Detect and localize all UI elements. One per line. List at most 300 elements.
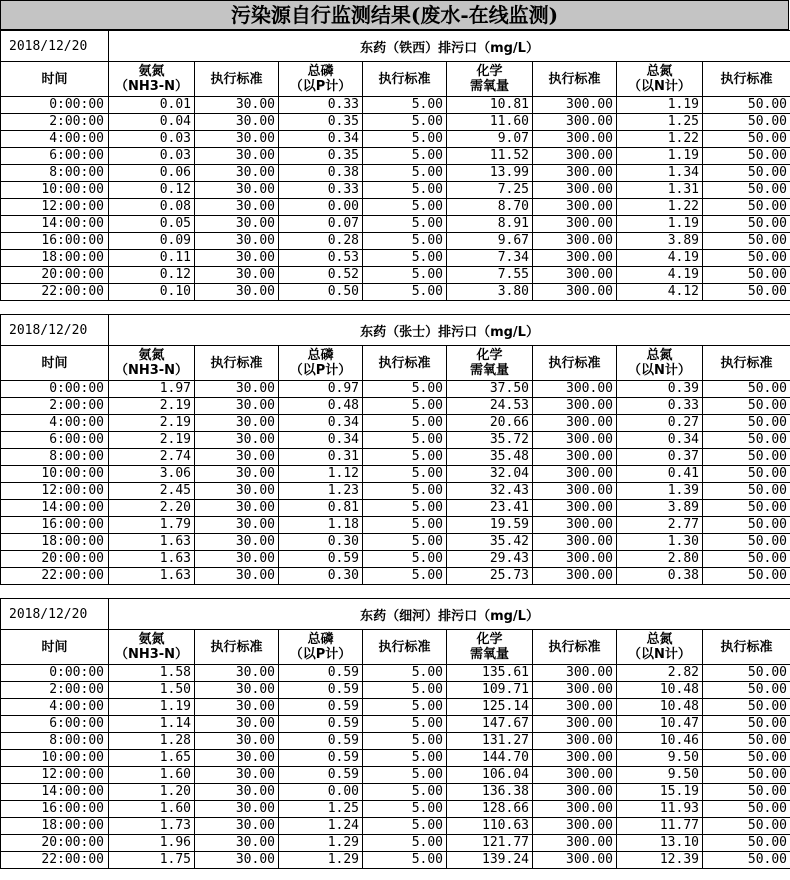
cell-phosphorus: 0.30 bbox=[279, 534, 363, 551]
cell-cod-std: 300.00 bbox=[533, 199, 617, 216]
table-row bbox=[1, 500, 790, 517]
cell-phosphorus-std: 5.00 bbox=[363, 551, 447, 568]
cell-phosphorus: 0.50 bbox=[279, 284, 363, 301]
table-row bbox=[1, 818, 790, 835]
header-cod: 化学 需氧量 bbox=[447, 62, 533, 97]
cell-phosphorus: 0.59 bbox=[279, 682, 363, 699]
cell-time: 18:00:00 bbox=[1, 534, 109, 551]
cell-ammonia: 1.79 bbox=[109, 517, 195, 534]
cell-cod: 7.34 bbox=[447, 250, 533, 267]
cell-phosphorus: 0.33 bbox=[279, 97, 363, 114]
header-row bbox=[1, 630, 790, 665]
header-ammonia: 氨氮 （NH3-N） bbox=[109, 346, 195, 381]
cell-phosphorus-std: 5.00 bbox=[363, 767, 447, 784]
cell-time: 6:00:00 bbox=[1, 148, 109, 165]
header-row bbox=[1, 346, 790, 381]
cell-cod: 35.48 bbox=[447, 449, 533, 466]
cell-ammonia: 0.09 bbox=[109, 233, 195, 250]
cell-cod-std: 300.00 bbox=[533, 500, 617, 517]
cell-nitrogen: 11.77 bbox=[617, 818, 703, 835]
cell-cod-std: 300.00 bbox=[533, 483, 617, 500]
cell-ammonia-std: 30.00 bbox=[195, 398, 279, 415]
cell-phosphorus: 1.25 bbox=[279, 801, 363, 818]
cell-ammonia-std: 30.00 bbox=[195, 699, 279, 716]
cell-ammonia: 0.11 bbox=[109, 250, 195, 267]
cell-ammonia-std: 30.00 bbox=[195, 534, 279, 551]
cell-ammonia: 1.97 bbox=[109, 381, 195, 398]
cell-nitrogen-std: 50.00 bbox=[703, 534, 790, 551]
outlet-name: 东药（铁西）排污口（mg/L） bbox=[109, 31, 790, 62]
cell-time: 18:00:00 bbox=[1, 250, 109, 267]
cell-cod-std: 300.00 bbox=[533, 250, 617, 267]
cell-cod: 37.50 bbox=[447, 381, 533, 398]
cell-cod: 11.52 bbox=[447, 148, 533, 165]
table-row bbox=[1, 517, 790, 534]
cell-time: 14:00:00 bbox=[1, 500, 109, 517]
table-row bbox=[1, 148, 790, 165]
table-row bbox=[1, 835, 790, 852]
cell-cod: 3.80 bbox=[447, 284, 533, 301]
block-date: 2018/12/20 bbox=[1, 315, 109, 346]
cell-time: 18:00:00 bbox=[1, 818, 109, 835]
cell-phosphorus: 0.59 bbox=[279, 750, 363, 767]
cell-nitrogen-std: 50.00 bbox=[703, 784, 790, 801]
cell-cod: 135.61 bbox=[447, 665, 533, 682]
cell-cod-std: 300.00 bbox=[533, 852, 617, 869]
cell-cod-std: 300.00 bbox=[533, 818, 617, 835]
cell-ammonia: 1.75 bbox=[109, 852, 195, 869]
cell-nitrogen: 3.89 bbox=[617, 500, 703, 517]
cell-nitrogen-std: 50.00 bbox=[703, 835, 790, 852]
cell-cod-std: 300.00 bbox=[533, 466, 617, 483]
cell-phosphorus: 0.52 bbox=[279, 267, 363, 284]
cell-phosphorus-std: 5.00 bbox=[363, 97, 447, 114]
monitoring-table bbox=[0, 30, 790, 301]
cell-cod: 25.73 bbox=[447, 568, 533, 585]
cell-ammonia-std: 30.00 bbox=[195, 483, 279, 500]
block-info-row bbox=[1, 315, 790, 346]
table-row bbox=[1, 415, 790, 432]
cell-cod: 29.43 bbox=[447, 551, 533, 568]
cell-ammonia: 0.06 bbox=[109, 165, 195, 182]
cell-nitrogen: 1.31 bbox=[617, 182, 703, 199]
cell-nitrogen: 3.89 bbox=[617, 233, 703, 250]
cell-nitrogen: 1.19 bbox=[617, 97, 703, 114]
cell-cod-std: 300.00 bbox=[533, 835, 617, 852]
cell-ammonia-std: 30.00 bbox=[195, 97, 279, 114]
cell-phosphorus-std: 5.00 bbox=[363, 665, 447, 682]
cell-time: 0:00:00 bbox=[1, 97, 109, 114]
cell-cod-std: 300.00 bbox=[533, 568, 617, 585]
cell-nitrogen-std: 50.00 bbox=[703, 199, 790, 216]
cell-cod-std: 300.00 bbox=[533, 415, 617, 432]
cell-ammonia: 0.03 bbox=[109, 148, 195, 165]
cell-time: 12:00:00 bbox=[1, 199, 109, 216]
cell-ammonia: 1.63 bbox=[109, 551, 195, 568]
cell-ammonia: 1.63 bbox=[109, 568, 195, 585]
cell-ammonia: 0.01 bbox=[109, 97, 195, 114]
cell-phosphorus-std: 5.00 bbox=[363, 250, 447, 267]
cell-nitrogen-std: 50.00 bbox=[703, 483, 790, 500]
cell-ammonia: 0.04 bbox=[109, 114, 195, 131]
header-nitrogen: 总氮 （以N计） bbox=[617, 346, 703, 381]
cell-time: 0:00:00 bbox=[1, 381, 109, 398]
cell-ammonia-std: 30.00 bbox=[195, 801, 279, 818]
cell-cod: 35.72 bbox=[447, 432, 533, 449]
cell-cod: 9.67 bbox=[447, 233, 533, 250]
outlet-name: 东药（张士）排污口（mg/L） bbox=[109, 315, 790, 346]
table-row bbox=[1, 665, 790, 682]
cell-cod-std: 300.00 bbox=[533, 131, 617, 148]
cell-time: 8:00:00 bbox=[1, 165, 109, 182]
cell-nitrogen-std: 50.00 bbox=[703, 699, 790, 716]
header-time: 时间 bbox=[1, 346, 109, 381]
cell-ammonia: 0.12 bbox=[109, 267, 195, 284]
cell-phosphorus-std: 5.00 bbox=[363, 733, 447, 750]
cell-ammonia: 0.05 bbox=[109, 216, 195, 233]
cell-nitrogen-std: 50.00 bbox=[703, 517, 790, 534]
cell-nitrogen-std: 50.00 bbox=[703, 466, 790, 483]
header-cod-std: 执行标准 bbox=[533, 62, 617, 97]
cell-phosphorus: 0.59 bbox=[279, 699, 363, 716]
cell-cod-std: 300.00 bbox=[533, 750, 617, 767]
cell-ammonia-std: 30.00 bbox=[195, 432, 279, 449]
cell-nitrogen-std: 50.00 bbox=[703, 267, 790, 284]
block-date: 2018/12/20 bbox=[1, 31, 109, 62]
table-row bbox=[1, 398, 790, 415]
cell-nitrogen: 0.33 bbox=[617, 398, 703, 415]
cell-ammonia: 1.14 bbox=[109, 716, 195, 733]
cell-cod: 10.81 bbox=[447, 97, 533, 114]
table-row bbox=[1, 534, 790, 551]
cell-phosphorus: 0.59 bbox=[279, 716, 363, 733]
cell-phosphorus: 1.29 bbox=[279, 852, 363, 869]
cell-ammonia-std: 30.00 bbox=[195, 284, 279, 301]
cell-ammonia: 1.73 bbox=[109, 818, 195, 835]
cell-nitrogen-std: 50.00 bbox=[703, 165, 790, 182]
cell-cod: 121.77 bbox=[447, 835, 533, 852]
header-ammonia-std: 执行标准 bbox=[195, 62, 279, 97]
table-row bbox=[1, 233, 790, 250]
cell-cod: 139.24 bbox=[447, 852, 533, 869]
cell-nitrogen: 1.22 bbox=[617, 199, 703, 216]
cell-cod: 106.04 bbox=[447, 767, 533, 784]
cell-time: 16:00:00 bbox=[1, 233, 109, 250]
header-time: 时间 bbox=[1, 62, 109, 97]
cell-nitrogen: 1.30 bbox=[617, 534, 703, 551]
cell-phosphorus-std: 5.00 bbox=[363, 114, 447, 131]
cell-nitrogen-std: 50.00 bbox=[703, 801, 790, 818]
cell-ammonia: 1.60 bbox=[109, 767, 195, 784]
cell-nitrogen: 10.46 bbox=[617, 733, 703, 750]
cell-ammonia-std: 30.00 bbox=[195, 682, 279, 699]
cell-time: 20:00:00 bbox=[1, 551, 109, 568]
cell-phosphorus-std: 5.00 bbox=[363, 381, 447, 398]
table-row bbox=[1, 682, 790, 699]
header-cod: 化学 需氧量 bbox=[447, 630, 533, 665]
cell-phosphorus-std: 5.00 bbox=[363, 500, 447, 517]
cell-nitrogen-std: 50.00 bbox=[703, 767, 790, 784]
cell-ammonia-std: 30.00 bbox=[195, 517, 279, 534]
cell-phosphorus-std: 5.00 bbox=[363, 852, 447, 869]
cell-time: 22:00:00 bbox=[1, 852, 109, 869]
header-ammonia: 氨氮 （NH3-N） bbox=[109, 630, 195, 665]
cell-time: 20:00:00 bbox=[1, 267, 109, 284]
cell-ammonia-std: 30.00 bbox=[195, 250, 279, 267]
cell-phosphorus: 0.34 bbox=[279, 131, 363, 148]
cell-phosphorus: 0.97 bbox=[279, 381, 363, 398]
cell-ammonia: 2.20 bbox=[109, 500, 195, 517]
cell-ammonia-std: 30.00 bbox=[195, 131, 279, 148]
cell-time: 2:00:00 bbox=[1, 682, 109, 699]
cell-nitrogen: 4.19 bbox=[617, 250, 703, 267]
cell-ammonia-std: 30.00 bbox=[195, 148, 279, 165]
cell-cod: 23.41 bbox=[447, 500, 533, 517]
cell-nitrogen-std: 50.00 bbox=[703, 432, 790, 449]
table-row bbox=[1, 449, 790, 466]
cell-nitrogen-std: 50.00 bbox=[703, 398, 790, 415]
table-row bbox=[1, 784, 790, 801]
cell-cod-std: 300.00 bbox=[533, 165, 617, 182]
cell-cod-std: 300.00 bbox=[533, 182, 617, 199]
cell-ammonia-std: 30.00 bbox=[195, 415, 279, 432]
cell-nitrogen: 10.48 bbox=[617, 699, 703, 716]
cell-cod: 110.63 bbox=[447, 818, 533, 835]
cell-cod-std: 300.00 bbox=[533, 551, 617, 568]
cell-ammonia: 0.12 bbox=[109, 182, 195, 199]
cell-nitrogen: 0.39 bbox=[617, 381, 703, 398]
cell-time: 14:00:00 bbox=[1, 784, 109, 801]
cell-phosphorus: 0.48 bbox=[279, 398, 363, 415]
cell-nitrogen-std: 50.00 bbox=[703, 852, 790, 869]
cell-phosphorus-std: 5.00 bbox=[363, 483, 447, 500]
cell-nitrogen: 0.41 bbox=[617, 466, 703, 483]
cell-ammonia: 2.19 bbox=[109, 415, 195, 432]
cell-nitrogen: 2.82 bbox=[617, 665, 703, 682]
monitoring-table bbox=[0, 598, 790, 869]
cell-cod: 32.43 bbox=[447, 483, 533, 500]
cell-nitrogen-std: 50.00 bbox=[703, 750, 790, 767]
table-row bbox=[1, 432, 790, 449]
cell-nitrogen: 0.27 bbox=[617, 415, 703, 432]
cell-time: 4:00:00 bbox=[1, 131, 109, 148]
cell-nitrogen-std: 50.00 bbox=[703, 551, 790, 568]
cell-time: 2:00:00 bbox=[1, 398, 109, 415]
cell-phosphorus: 1.29 bbox=[279, 835, 363, 852]
cell-cod-std: 300.00 bbox=[533, 233, 617, 250]
header-cod-std: 执行标准 bbox=[533, 346, 617, 381]
cell-phosphorus: 1.24 bbox=[279, 818, 363, 835]
table-row bbox=[1, 483, 790, 500]
cell-phosphorus: 0.00 bbox=[279, 199, 363, 216]
cell-cod-std: 300.00 bbox=[533, 216, 617, 233]
cell-phosphorus-std: 5.00 bbox=[363, 466, 447, 483]
cell-phosphorus-std: 5.00 bbox=[363, 398, 447, 415]
header-phosphorus-std: 执行标准 bbox=[363, 62, 447, 97]
cell-time: 10:00:00 bbox=[1, 182, 109, 199]
table-row bbox=[1, 216, 790, 233]
cell-phosphorus-std: 5.00 bbox=[363, 165, 447, 182]
cell-phosphorus-std: 5.00 bbox=[363, 148, 447, 165]
cell-ammonia: 1.50 bbox=[109, 682, 195, 699]
cell-time: 6:00:00 bbox=[1, 432, 109, 449]
cell-nitrogen: 15.19 bbox=[617, 784, 703, 801]
table-row bbox=[1, 114, 790, 131]
cell-phosphorus-std: 5.00 bbox=[363, 449, 447, 466]
cell-ammonia-std: 30.00 bbox=[195, 665, 279, 682]
table-row bbox=[1, 699, 790, 716]
cell-time: 22:00:00 bbox=[1, 568, 109, 585]
header-nitrogen-std: 执行标准 bbox=[703, 346, 790, 381]
cell-ammonia-std: 30.00 bbox=[195, 500, 279, 517]
cell-phosphorus-std: 5.00 bbox=[363, 835, 447, 852]
cell-nitrogen-std: 50.00 bbox=[703, 415, 790, 432]
cell-ammonia: 2.19 bbox=[109, 432, 195, 449]
cell-ammonia: 1.20 bbox=[109, 784, 195, 801]
table-row bbox=[1, 767, 790, 784]
cell-ammonia-std: 30.00 bbox=[195, 165, 279, 182]
cell-phosphorus: 0.28 bbox=[279, 233, 363, 250]
block-info-row bbox=[1, 599, 790, 630]
cell-time: 16:00:00 bbox=[1, 517, 109, 534]
cell-cod-std: 300.00 bbox=[533, 381, 617, 398]
cell-ammonia-std: 30.00 bbox=[195, 381, 279, 398]
cell-ammonia-std: 30.00 bbox=[195, 233, 279, 250]
cell-cod: 136.38 bbox=[447, 784, 533, 801]
cell-phosphorus-std: 5.00 bbox=[363, 534, 447, 551]
cell-cod-std: 300.00 bbox=[533, 449, 617, 466]
cell-phosphorus-std: 5.00 bbox=[363, 818, 447, 835]
cell-cod: 11.60 bbox=[447, 114, 533, 131]
monitoring-table bbox=[0, 314, 790, 585]
cell-time: 20:00:00 bbox=[1, 835, 109, 852]
cell-ammonia: 1.65 bbox=[109, 750, 195, 767]
cell-cod: 35.42 bbox=[447, 534, 533, 551]
cell-phosphorus: 0.59 bbox=[279, 733, 363, 750]
cell-cod-std: 300.00 bbox=[533, 267, 617, 284]
cell-phosphorus: 1.23 bbox=[279, 483, 363, 500]
cell-ammonia-std: 30.00 bbox=[195, 568, 279, 585]
table-row bbox=[1, 131, 790, 148]
cell-ammonia-std: 30.00 bbox=[195, 466, 279, 483]
cell-nitrogen: 11.93 bbox=[617, 801, 703, 818]
table-row bbox=[1, 182, 790, 199]
cell-ammonia-std: 30.00 bbox=[195, 216, 279, 233]
cell-cod-std: 300.00 bbox=[533, 432, 617, 449]
cell-nitrogen: 2.80 bbox=[617, 551, 703, 568]
header-row bbox=[1, 62, 790, 97]
cell-cod-std: 300.00 bbox=[533, 716, 617, 733]
cell-nitrogen: 0.37 bbox=[617, 449, 703, 466]
cell-cod: 20.66 bbox=[447, 415, 533, 432]
cell-nitrogen: 1.22 bbox=[617, 131, 703, 148]
cell-nitrogen-std: 50.00 bbox=[703, 500, 790, 517]
cell-phosphorus: 0.35 bbox=[279, 114, 363, 131]
cell-cod: 128.66 bbox=[447, 801, 533, 818]
cell-cod-std: 300.00 bbox=[533, 801, 617, 818]
cell-nitrogen: 2.77 bbox=[617, 517, 703, 534]
table-row bbox=[1, 284, 790, 301]
cell-time: 14:00:00 bbox=[1, 216, 109, 233]
table-row bbox=[1, 466, 790, 483]
cell-phosphorus-std: 5.00 bbox=[363, 682, 447, 699]
cell-time: 4:00:00 bbox=[1, 415, 109, 432]
cell-cod: 125.14 bbox=[447, 699, 533, 716]
cell-nitrogen-std: 50.00 bbox=[703, 381, 790, 398]
cell-phosphorus: 0.53 bbox=[279, 250, 363, 267]
cell-time: 8:00:00 bbox=[1, 449, 109, 466]
cell-cod: 8.70 bbox=[447, 199, 533, 216]
cell-ammonia: 2.19 bbox=[109, 398, 195, 415]
cell-ammonia-std: 30.00 bbox=[195, 750, 279, 767]
cell-phosphorus: 0.07 bbox=[279, 216, 363, 233]
cell-cod-std: 300.00 bbox=[533, 284, 617, 301]
cell-nitrogen: 1.39 bbox=[617, 483, 703, 500]
cell-ammonia: 0.10 bbox=[109, 284, 195, 301]
cell-ammonia-std: 30.00 bbox=[195, 449, 279, 466]
cell-nitrogen-std: 50.00 bbox=[703, 148, 790, 165]
cell-ammonia-std: 30.00 bbox=[195, 551, 279, 568]
cell-cod-std: 300.00 bbox=[533, 784, 617, 801]
cell-ammonia: 1.58 bbox=[109, 665, 195, 682]
cell-time: 8:00:00 bbox=[1, 733, 109, 750]
cell-nitrogen-std: 50.00 bbox=[703, 114, 790, 131]
cell-cod: 147.67 bbox=[447, 716, 533, 733]
cell-cod-std: 300.00 bbox=[533, 767, 617, 784]
cell-nitrogen: 10.47 bbox=[617, 716, 703, 733]
cell-nitrogen-std: 50.00 bbox=[703, 182, 790, 199]
cell-phosphorus-std: 5.00 bbox=[363, 716, 447, 733]
cell-cod: 7.25 bbox=[447, 182, 533, 199]
header-phosphorus: 总磷 （以P计） bbox=[279, 62, 363, 97]
cell-time: 6:00:00 bbox=[1, 716, 109, 733]
table-row bbox=[1, 250, 790, 267]
cell-ammonia-std: 30.00 bbox=[195, 733, 279, 750]
cell-nitrogen: 0.34 bbox=[617, 432, 703, 449]
cell-nitrogen-std: 50.00 bbox=[703, 716, 790, 733]
cell-cod-std: 300.00 bbox=[533, 699, 617, 716]
header-phosphorus-std: 执行标准 bbox=[363, 346, 447, 381]
cell-phosphorus-std: 5.00 bbox=[363, 233, 447, 250]
cell-ammonia: 1.96 bbox=[109, 835, 195, 852]
cell-nitrogen: 10.48 bbox=[617, 682, 703, 699]
header-cod-std: 执行标准 bbox=[533, 630, 617, 665]
cell-nitrogen: 1.19 bbox=[617, 148, 703, 165]
cell-phosphorus-std: 5.00 bbox=[363, 216, 447, 233]
cell-cod: 144.70 bbox=[447, 750, 533, 767]
table-row bbox=[1, 852, 790, 869]
cell-ammonia-std: 30.00 bbox=[195, 818, 279, 835]
cell-nitrogen-std: 50.00 bbox=[703, 665, 790, 682]
header-nitrogen-std: 执行标准 bbox=[703, 62, 790, 97]
cell-phosphorus: 0.33 bbox=[279, 182, 363, 199]
cell-ammonia-std: 30.00 bbox=[195, 767, 279, 784]
cell-nitrogen-std: 50.00 bbox=[703, 568, 790, 585]
cell-ammonia-std: 30.00 bbox=[195, 267, 279, 284]
cell-phosphorus: 0.59 bbox=[279, 767, 363, 784]
cell-cod-std: 300.00 bbox=[533, 398, 617, 415]
cell-phosphorus-std: 5.00 bbox=[363, 415, 447, 432]
cell-cod: 32.04 bbox=[447, 466, 533, 483]
cell-nitrogen: 13.10 bbox=[617, 835, 703, 852]
cell-nitrogen: 9.50 bbox=[617, 767, 703, 784]
header-phosphorus-std: 执行标准 bbox=[363, 630, 447, 665]
cell-cod-std: 300.00 bbox=[533, 148, 617, 165]
cell-time: 10:00:00 bbox=[1, 466, 109, 483]
cell-phosphorus: 0.59 bbox=[279, 665, 363, 682]
cell-cod: 131.27 bbox=[447, 733, 533, 750]
cell-cod: 13.99 bbox=[447, 165, 533, 182]
